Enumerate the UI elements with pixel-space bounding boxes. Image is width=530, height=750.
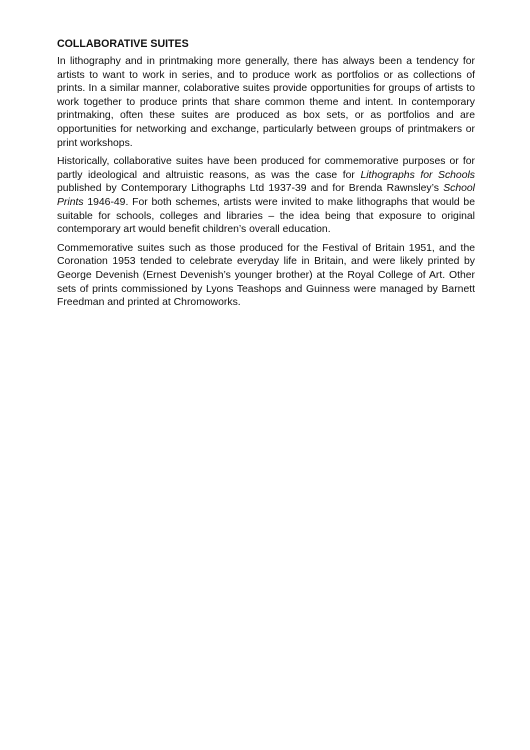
paragraph-commemorative: Commemorative suites such as those produced for the Festival of Britain 1951, and the Coronation 1953 tended to celebrate everyday life in Britain, and were likely printed by George Devenish (Ernest Devenish’s younger brother) at the Royal College of Art. Other sets of prints commissioned by Lyons Teashops and Guinness were managed by Barnett Freedman and printed at Chromoworks. bbox=[57, 242, 475, 309]
paragraph-intro: In lithography and in printmaking more generally, there has always been a tendency for artists to want to work in series, and to produce work as portfolios or as collections of prints. In a similar manner, colaborative suites provide opportunities for groups of artists to work together to produce prints that share common theme and intent. In contemporary printmaking, often these suites are produced as box sets, or as portfolios and are opportunities for networking and exchange, particularly between groups of printmakers or print workshops. bbox=[57, 56, 475, 149]
title-school-prints: School Prints bbox=[57, 183, 475, 208]
paragraph-history bbox=[57, 155, 475, 237]
document-body bbox=[57, 37, 475, 315]
paragraph-history-text-2: published by Contemporary Lithographs Ltd 1937-39 and for Brenda Rawnsley’s bbox=[57, 183, 444, 195]
title-lithographs-for-schools: Lithographs for Schools bbox=[360, 169, 475, 181]
paragraph-history-text-3: 1946-49. For both schemes, artists were invited to make lithographs that would be suitable for schools, colleges and libraries – the idea being that exposure to original contemporary art would benefit children’s overall education. bbox=[57, 196, 475, 236]
section-heading: COLLABORATIVE SUITES bbox=[57, 38, 189, 50]
paragraph-history-text-1: Historically, collaborative suites have been produced for commemorative purposes or for partly ideological and altruistic reasons, as was the case for bbox=[57, 156, 475, 181]
